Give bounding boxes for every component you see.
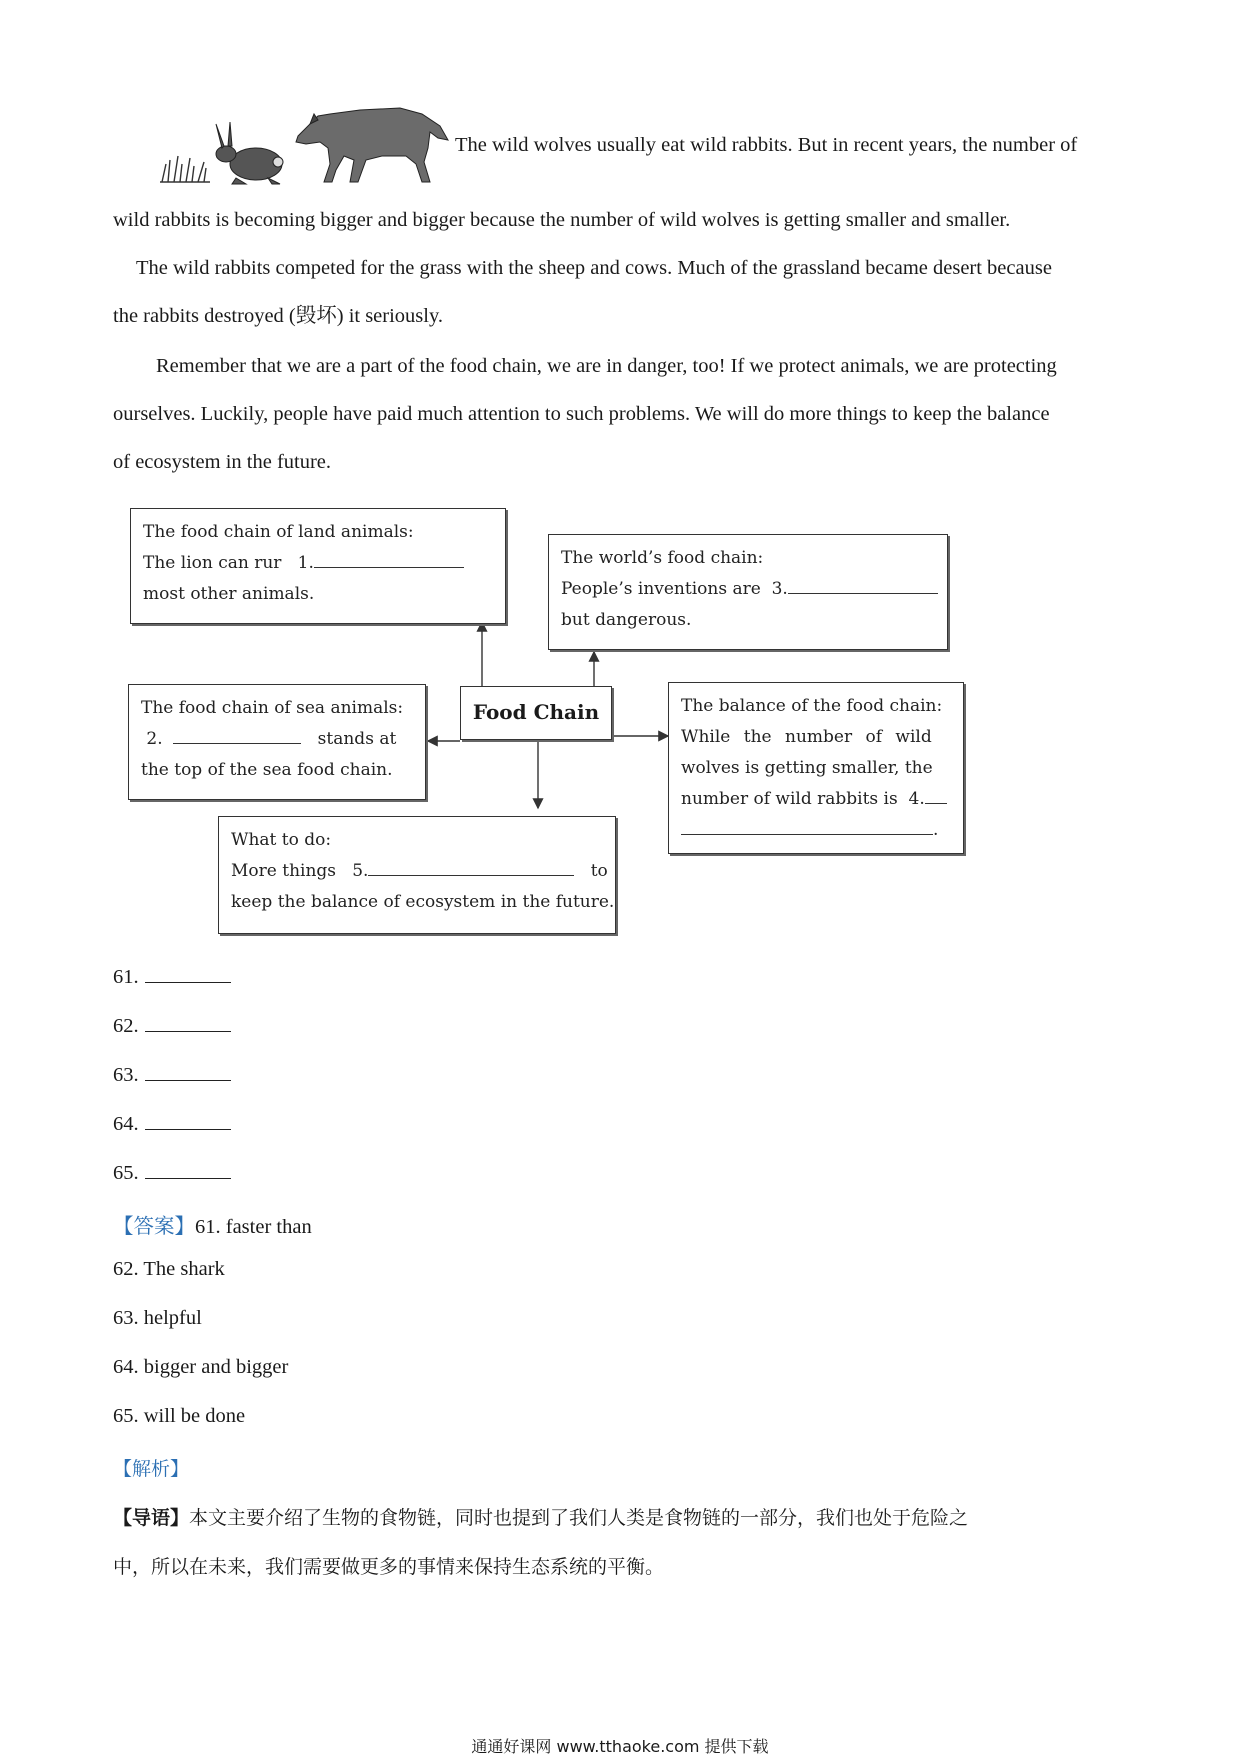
blank-4a[interactable] (925, 786, 947, 804)
question-63: 63. (113, 1062, 231, 1087)
world-food-chain-box (548, 534, 948, 650)
question-61: 61. (113, 964, 231, 989)
answer-blank-61[interactable] (145, 964, 231, 983)
land-text: The lion can rur (143, 553, 282, 573)
grass-icon (160, 156, 210, 182)
answer-line-1 (113, 1209, 312, 1239)
blank-1[interactable] (314, 550, 464, 568)
world-number: 3. (771, 579, 788, 599)
todo-number: 5. (352, 861, 369, 881)
blank-3[interactable] (788, 576, 938, 594)
answer-blank-63[interactable] (145, 1062, 231, 1081)
rabbit-icon (216, 122, 283, 184)
lead-tag: 【导语】 (113, 1507, 190, 1529)
answer-63: 63. helpful (113, 1307, 202, 1329)
answer-61: 61. faster than (195, 1216, 312, 1238)
question-64: 64. (113, 1111, 231, 1136)
answer-tag: 【答案】 (113, 1214, 195, 1238)
passage-line-1: The wild wolves usually eat wild rabbits. But in recent years, the number of (455, 134, 1078, 156)
what-to-do-box (218, 816, 616, 934)
passage-line-7: of ecosystem in the future. (113, 451, 332, 473)
land-animals-box (130, 508, 506, 624)
todo-title: What to do: (231, 830, 332, 850)
land-title: The food chain of land animals: (143, 522, 414, 542)
answer-blank-65[interactable] (145, 1160, 231, 1179)
answer-62: 62. The shark (113, 1258, 225, 1280)
balance-line-2: While the number of wild (681, 727, 932, 747)
balance-period: . (933, 820, 939, 840)
balance-box (668, 682, 964, 854)
question-62: 62. (113, 1013, 231, 1038)
balance-title: The balance of the food chain: (681, 696, 943, 716)
world-end: but dangerous. (561, 610, 692, 630)
passage-line-3: The wild rabbits competed for the grass with the sheep and cows. Much of the grassland became desert because (136, 257, 1052, 279)
passage-line-4: the rabbits destroyed (毁坏) it seriously. (113, 305, 444, 327)
question-65: 65. (113, 1160, 231, 1185)
blank-2[interactable] (173, 726, 301, 744)
lead-line-2: 中，所以在未来，我们需要做更多的事情来保持生态系统的平衡。 (113, 1556, 665, 1578)
answer-64: 64. bigger and bigger (113, 1356, 289, 1378)
page-footer: 通通好课网 www.tthaoke.com 提供下载 (471, 1737, 769, 1756)
sea-number: 2. (146, 729, 163, 749)
sea-title: The food chain of sea animals: (141, 698, 404, 718)
blank-5[interactable] (368, 858, 574, 876)
answer-blank-64[interactable] (145, 1111, 231, 1130)
sea-text: stands at (317, 729, 397, 749)
todo-end: keep the balance of ecosystem in the future. (231, 892, 615, 912)
wolf-icon (296, 108, 448, 182)
sea-end: the top of the sea food chain. (141, 760, 393, 780)
land-end: most other animals. (143, 584, 315, 604)
todo-text: More things (231, 861, 337, 881)
world-title: The world’s food chain: (561, 548, 764, 568)
sea-animals-box (128, 684, 426, 800)
balance-number: 4. (908, 789, 925, 809)
blank-4b[interactable] (681, 817, 933, 835)
food-chain-center-box: Food Chain (460, 686, 612, 740)
lead-text-1: 本文主要介绍了生物的食物链，同时也提到了我们人类是食物链的一部分，我们也处于危险之 (189, 1507, 969, 1529)
balance-text: number of wild rabbits is (681, 789, 898, 809)
land-number: 1. (297, 553, 314, 573)
passage-line-6: ourselves. Luckily, people have paid much attention to such problems. We will do more things to keep the balance (113, 403, 1050, 425)
balance-line-3: wolves is getting smaller, the (681, 758, 933, 778)
answer-blank-62[interactable] (145, 1013, 231, 1032)
lead-line-1 (113, 1503, 968, 1530)
analysis-tag: 【解析】 (113, 1458, 190, 1480)
rabbit-wolf-illustration (160, 104, 450, 186)
passage-line-5: Remember that we are a part of the food chain, we are in danger, too! If we protect animals, we are protecting (156, 355, 1057, 377)
passage-line-2: wild rabbits is becoming bigger and bigger because the number of wild wolves is getting smaller and smaller. (113, 209, 1011, 231)
todo-to: to (590, 861, 608, 881)
world-text: People’s inventions are (561, 579, 761, 599)
answer-65: 65. will be done (113, 1405, 246, 1427)
